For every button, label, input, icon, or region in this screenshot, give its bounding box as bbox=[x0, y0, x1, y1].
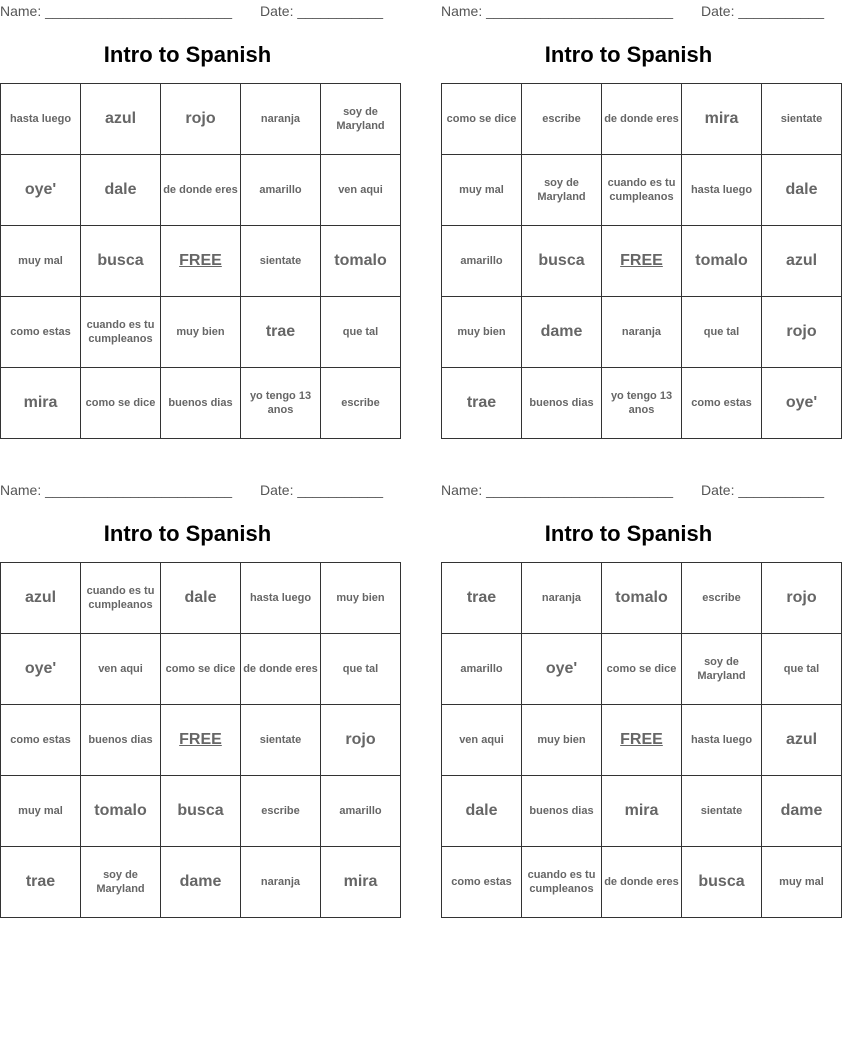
grid-row bbox=[1, 634, 401, 705]
grid-row bbox=[442, 705, 842, 776]
bingo-cell: soy de Maryland bbox=[321, 84, 401, 155]
bingo-cell: dale bbox=[442, 776, 522, 847]
bingo-cell: sientate bbox=[762, 84, 842, 155]
free-space: FREE bbox=[602, 705, 682, 776]
bingo-cell: buenos dias bbox=[522, 368, 602, 439]
grid-row bbox=[442, 368, 842, 439]
bingo-cell: que tal bbox=[321, 634, 401, 705]
bingo-cell: tomalo bbox=[81, 776, 161, 847]
bingo-cell: ven aqui bbox=[321, 155, 401, 226]
bingo-cell: busca bbox=[161, 776, 241, 847]
card-title: Intro to Spanish bbox=[103, 42, 272, 67]
bingo-cell: cuando es tu cumpleanos bbox=[602, 155, 682, 226]
name-date-line bbox=[441, 3, 824, 19]
bingo-cell: tomalo bbox=[602, 563, 682, 634]
grid-row bbox=[1, 776, 401, 847]
bingo-cell: cuando es tu cumpleanos bbox=[522, 847, 602, 918]
bingo-cell: trae bbox=[241, 297, 321, 368]
bingo-cell: sientate bbox=[241, 226, 321, 297]
grid-row bbox=[442, 226, 842, 297]
bingo-cell: rojo bbox=[321, 705, 401, 776]
bingo-cell: dale bbox=[161, 563, 241, 634]
grid-row bbox=[1, 847, 401, 918]
bingo-cell: muy mal bbox=[442, 155, 522, 226]
date-label: Date: ___________ bbox=[701, 482, 824, 498]
grid-row bbox=[1, 705, 401, 776]
bingo-cell: trae bbox=[1, 847, 81, 918]
bingo-cell: muy bien bbox=[321, 563, 401, 634]
bingo-cell: como se dice bbox=[602, 634, 682, 705]
bingo-cell: naranja bbox=[602, 297, 682, 368]
bingo-cell: muy mal bbox=[1, 776, 81, 847]
bingo-cell: como se dice bbox=[81, 368, 161, 439]
bingo-cell: amarillo bbox=[442, 226, 522, 297]
name-label: Name: ________________________ bbox=[0, 482, 232, 498]
card-title: Intro to Spanish bbox=[544, 42, 713, 67]
bingo-cell: busca bbox=[522, 226, 602, 297]
bingo-cell: hasta luego bbox=[682, 705, 762, 776]
bingo-cell: muy bien bbox=[442, 297, 522, 368]
date-label: Date: ___________ bbox=[260, 482, 383, 498]
bingo-cell: escribe bbox=[321, 368, 401, 439]
bingo-cell: de donde eres bbox=[602, 847, 682, 918]
bingo-cell: buenos dias bbox=[161, 368, 241, 439]
bingo-cell: trae bbox=[442, 563, 522, 634]
bingo-cell: azul bbox=[1, 563, 81, 634]
bingo-cell: rojo bbox=[762, 563, 842, 634]
grid-row bbox=[1, 297, 401, 368]
bingo-cell: yo tengo 13 anos bbox=[602, 368, 682, 439]
bingo-cell: escribe bbox=[241, 776, 321, 847]
bingo-cell: muy bien bbox=[522, 705, 602, 776]
bingo-cell: ven aqui bbox=[442, 705, 522, 776]
bingo-cell: dame bbox=[161, 847, 241, 918]
grid-row bbox=[1, 155, 401, 226]
card-title: Intro to Spanish bbox=[544, 521, 713, 546]
bingo-cell: mira bbox=[1, 368, 81, 439]
bingo-grid bbox=[441, 83, 842, 439]
bingo-cell: ven aqui bbox=[81, 634, 161, 705]
name-date-line bbox=[0, 3, 383, 19]
grid-row bbox=[1, 368, 401, 439]
bingo-cell: oye' bbox=[522, 634, 602, 705]
bingo-cell: muy bien bbox=[161, 297, 241, 368]
bingo-cell: como se dice bbox=[442, 84, 522, 155]
bingo-cell: mira bbox=[682, 84, 762, 155]
bingo-cell: como estas bbox=[1, 297, 81, 368]
bingo-cell: de donde eres bbox=[241, 634, 321, 705]
bingo-cell: soy de Maryland bbox=[81, 847, 161, 918]
bingo-cell: amarillo bbox=[321, 776, 401, 847]
bingo-cell: amarillo bbox=[241, 155, 321, 226]
bingo-cell: rojo bbox=[762, 297, 842, 368]
grid-row bbox=[442, 847, 842, 918]
bingo-cell: soy de Maryland bbox=[522, 155, 602, 226]
grid-row bbox=[442, 634, 842, 705]
bingo-cell: como estas bbox=[682, 368, 762, 439]
bingo-cell: que tal bbox=[682, 297, 762, 368]
bingo-cell: de donde eres bbox=[602, 84, 682, 155]
bingo-cell: dale bbox=[81, 155, 161, 226]
name-label: Name: ________________________ bbox=[441, 482, 673, 498]
bingo-cell: cuando es tu cumpleanos bbox=[81, 563, 161, 634]
bingo-cell: azul bbox=[762, 705, 842, 776]
card-title: Intro to Spanish bbox=[103, 521, 272, 546]
bingo-grid bbox=[0, 562, 401, 918]
bingo-cell: sientate bbox=[241, 705, 321, 776]
bingo-cell: como estas bbox=[442, 847, 522, 918]
name-label: Name: ________________________ bbox=[441, 3, 673, 19]
bingo-cell: cuando es tu cumpleanos bbox=[81, 297, 161, 368]
grid-row bbox=[1, 84, 401, 155]
bingo-cell: de donde eres bbox=[161, 155, 241, 226]
grid-row bbox=[442, 297, 842, 368]
bingo-cell: soy de Maryland bbox=[682, 634, 762, 705]
bingo-grid bbox=[441, 562, 842, 918]
grid-row bbox=[442, 563, 842, 634]
grid-row bbox=[1, 563, 401, 634]
bingo-cell: dame bbox=[522, 297, 602, 368]
bingo-cell: busca bbox=[682, 847, 762, 918]
date-label: Date: ___________ bbox=[701, 3, 824, 19]
bingo-cell: hasta luego bbox=[682, 155, 762, 226]
bingo-cell: tomalo bbox=[682, 226, 762, 297]
bingo-cell: sientate bbox=[682, 776, 762, 847]
grid-row bbox=[442, 84, 842, 155]
bingo-cell: oye' bbox=[1, 155, 81, 226]
bingo-cell: rojo bbox=[161, 84, 241, 155]
bingo-cell: buenos dias bbox=[81, 705, 161, 776]
bingo-cell: muy mal bbox=[762, 847, 842, 918]
bingo-cell: azul bbox=[762, 226, 842, 297]
name-date-line bbox=[0, 482, 383, 498]
bingo-cell: como estas bbox=[1, 705, 81, 776]
bingo-cell: busca bbox=[81, 226, 161, 297]
bingo-cell: escribe bbox=[522, 84, 602, 155]
bingo-cell: naranja bbox=[522, 563, 602, 634]
bingo-cell: amarillo bbox=[442, 634, 522, 705]
bingo-cell: que tal bbox=[321, 297, 401, 368]
bingo-cell: mira bbox=[602, 776, 682, 847]
free-space: FREE bbox=[161, 705, 241, 776]
grid-row bbox=[1, 226, 401, 297]
bingo-cell: muy mal bbox=[1, 226, 81, 297]
date-label: Date: ___________ bbox=[260, 3, 383, 19]
bingo-cell: azul bbox=[81, 84, 161, 155]
bingo-cell: trae bbox=[442, 368, 522, 439]
bingo-cell: como se dice bbox=[161, 634, 241, 705]
bingo-cell: tomalo bbox=[321, 226, 401, 297]
name-label: Name: ________________________ bbox=[0, 3, 232, 19]
bingo-cell: hasta luego bbox=[1, 84, 81, 155]
free-space: FREE bbox=[161, 226, 241, 297]
bingo-cell: buenos dias bbox=[522, 776, 602, 847]
bingo-cell: dale bbox=[762, 155, 842, 226]
bingo-cell: que tal bbox=[762, 634, 842, 705]
bingo-cell: escribe bbox=[682, 563, 762, 634]
bingo-cell: dame bbox=[762, 776, 842, 847]
grid-row bbox=[442, 155, 842, 226]
bingo-cell: oye' bbox=[1, 634, 81, 705]
bingo-cell: hasta luego bbox=[241, 563, 321, 634]
bingo-cell: yo tengo 13 anos bbox=[241, 368, 321, 439]
name-date-line bbox=[441, 482, 824, 498]
free-space: FREE bbox=[602, 226, 682, 297]
bingo-grid bbox=[0, 83, 401, 439]
bingo-cell: naranja bbox=[241, 84, 321, 155]
grid-row bbox=[442, 776, 842, 847]
bingo-cell: oye' bbox=[762, 368, 842, 439]
bingo-cell: mira bbox=[321, 847, 401, 918]
bingo-cell: naranja bbox=[241, 847, 321, 918]
